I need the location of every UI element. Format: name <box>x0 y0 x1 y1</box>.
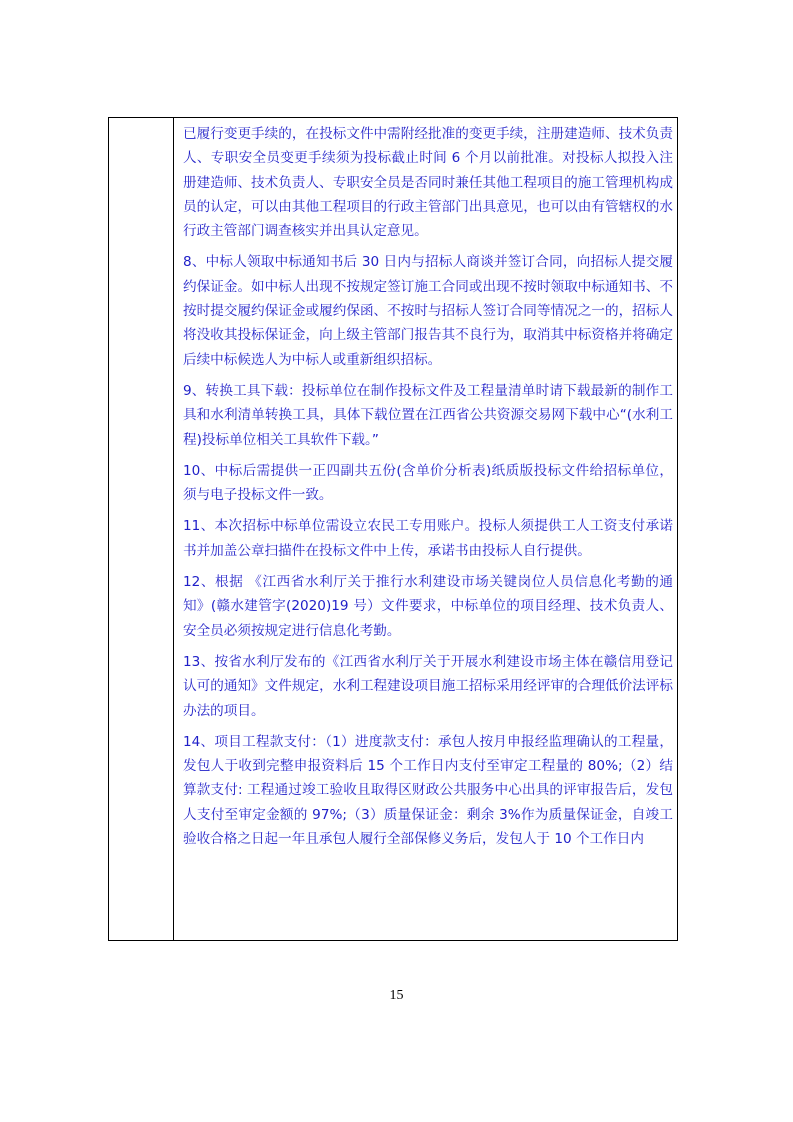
paragraph-item-8: 8、中标人领取中标通知书后 30 日内与招标人商谈并签订合同，向招标人提交履约保证金。如中标人出现不按规定签订施工合同或出现不按时领取中标通知书、不按时提交履约保证金或履约保函、不按时与招标人签订合同等情况之一的，招标人将没收其投标保证金，向上级主管部门报告其不良行为，取消其中标资格并将确定后续中标候选人为中标人或重新组织招标。 <box>183 254 673 368</box>
paragraph-item-9: 9、转换工具下载：投标单位在制作投标文件及工程量清单时请下载最新的制作工具和水利清单转换工具，具体下载位置在江西省公共资源交易网下载中心“(水利工程)投标单位相关工具软件下载。” <box>183 382 673 448</box>
paragraph-item-13: 13、按省水利厅发布的《江西省水利厅关于开展水利建设市场主体在赣信用登记认可的通知》文件规定，水利工程建设项目施工招标采用经评审的合理低价法评标办法的项目。 <box>183 653 673 719</box>
paragraph-change-procedures: 已履行变更手续的，在投标文件中需附经批准的变更手续，注册建造师、技术负责人、专职安全员变更手续须为投标截止时间 6 个月以前批准。对投标人拟投入注册建造师、技术负责人、专职安全员是否同时兼任其他工程项目的施工管理机构成员的认定，可以由其他工程项目的行政主管部门出具意见，也可以由有管辖权的水行政主管部门调查核实并出具认定意见。 <box>183 126 673 240</box>
paragraph-item-12: 12、根据 《江西省水利厅关于推行水利建设市场关键岗位人员信息化考勤的通知》(赣水建管字(2020)19 号）文件要求，中标单位的项目经理、技术负责人、安全员必须按规定进行信息化考勤。 <box>183 574 673 639</box>
paragraph-item-10: 10、中标后需提供一正四副共五份(含单价分析表)纸质版投标文件给招标单位，须与电子投标文件一致。 <box>183 462 673 504</box>
form-table <box>108 117 678 941</box>
page-number: 15 <box>389 988 404 1003</box>
table-label-column <box>109 118 174 940</box>
paragraph-item-14: 14、项目工程款支付：（1）进度款支付：承包人按月申报经监理确认的工程量，发包人于收到完整申报资料后 15 个工作日内支付至审定工程量的 80%;（2）结算款支付: 工程通过竣工验收且取得区财政公共服务中心出具的评审报告后，发包人支付至审定金额的 97%;（3）质量保证金：剩余 3%作为质量保证金，自竣工验收合格之日起一年且承包人履行全部保修义务后，发包人于 10 个工作日内 <box>183 733 673 848</box>
paragraph-item-11: 11、本次招标中标单位需设立农民工专用账户。投标人须提供工人工资支付承诺书并加盖公章扫描件在投标文件中上传，承诺书由投标人自行提供。 <box>183 518 673 559</box>
table-content-cell <box>183 122 673 858</box>
